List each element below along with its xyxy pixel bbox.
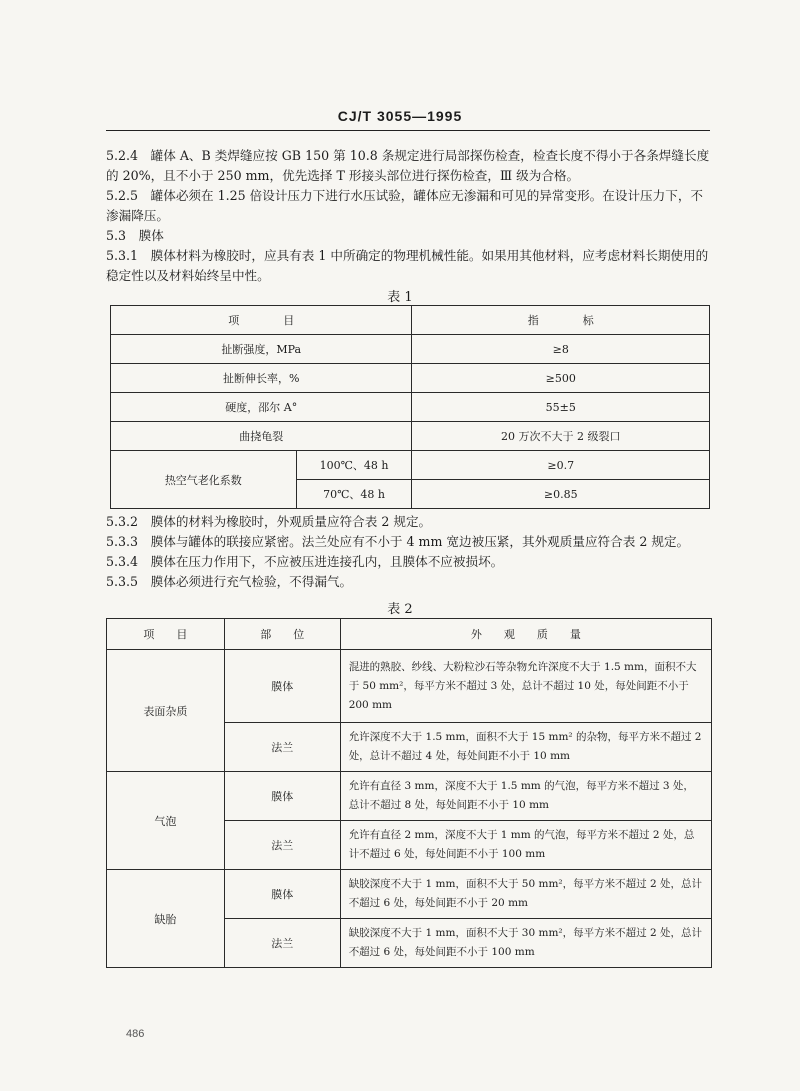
table1-header-row (111, 306, 710, 335)
table1-physical-properties (110, 305, 710, 509)
table2-appearance-quality (106, 618, 712, 968)
table2-description: 允许有直径 3 mm，深度不大于 1.5 mm 的气泡，每平方米不超过 3 处，总计不超过 8 处，每处间距不小于 10 mm (340, 772, 711, 821)
table-row (111, 364, 710, 393)
table2-header-row (107, 619, 712, 650)
table2-item: 表面杂质 (107, 650, 225, 772)
table1-value: 55±5 (412, 393, 710, 422)
table-row (111, 393, 710, 422)
table-row (111, 422, 710, 451)
table1-caption: 表 1 (387, 290, 413, 305)
table2-item: 缺胎 (107, 870, 225, 968)
table-row (111, 335, 710, 364)
table-row (107, 772, 712, 821)
table2-part: 法兰 (224, 723, 340, 772)
table2-description: 允许有直径 2 mm，深度不大于 1 mm 的气泡，每平方米不超过 2 处，总计不超过 6 处，每处间距不小于 100 mm (340, 821, 711, 870)
table2-part: 膜体 (224, 772, 340, 821)
table1-aging-label: 热空气老化系数 (111, 451, 297, 509)
table1-value: ≥8 (412, 335, 710, 364)
table2-part: 膜体 (224, 870, 340, 919)
clause-5-2-4: 5.2.4 罐体 A、B 类焊缝应按 GB 150 第 10.8 条规定进行局部探伤检查，检查长度不得小于各条焊缝长度的 20%，且不小于 250 mm，优先选择 T 形接头部位进行探伤检查，Ⅲ 级为合格。 (106, 148, 710, 183)
table1-value: ≥0.85 (412, 480, 710, 509)
table1-header-value: 指 标 (412, 306, 710, 335)
clause-5-3-1: 5.3.1 膜体材料为橡胶时，应具有表 1 中所确定的物理机械性能。如果用其他材料，应考虑材料长期使用的稳定性以及材料始终呈中性。 (106, 248, 709, 283)
table2-item: 气泡 (107, 772, 225, 870)
table2-header-part: 部 位 (224, 619, 340, 650)
table-row (107, 650, 712, 723)
table2-part: 膜体 (224, 650, 340, 723)
table2-description: 允许深度不大于 1.5 mm，面积不大于 15 mm² 的杂物，每平方米不超过 2 处，总计不超过 4 处，每处间距不小于 10 mm (340, 723, 711, 772)
standard-number-header: CJ/T 3055—1995 (337, 108, 463, 124)
table1-item: 硬度，邵尔 A° (111, 393, 412, 422)
table1-value: ≥0.7 (412, 451, 710, 480)
table1-aging-condition: 70℃、48 h (296, 480, 412, 509)
page-number: 486 (126, 1028, 145, 1040)
table2-description: 缺胶深度不大于 1 mm，面积不大于 30 mm²，每平方米不超过 2 处，总计不超过 6 处，每处间距不小于 100 mm (340, 919, 711, 968)
table1-item: 曲挠龟裂 (111, 422, 412, 451)
table-row (111, 451, 710, 480)
table-row (107, 870, 712, 919)
clause-5-2-5: 5.2.5 罐体必须在 1.25 倍设计压力下进行水压试验，罐体应无渗漏和可见的异常变形。在设计压力下，不渗漏降压。 (106, 188, 704, 223)
table2-part: 法兰 (224, 919, 340, 968)
clause-5-3-2: 5.3.2 膜体的材料为橡胶时，外观质量应符合表 2 规定。 (106, 514, 432, 529)
table2-caption: 表 2 (387, 602, 413, 617)
table2-description: 缺胶深度不大于 1 mm，面积不大于 50 mm²，每平方米不超过 2 处，总计不超过 6 处，每处间距不小于 20 mm (340, 870, 711, 919)
clause-5-3-5: 5.3.5 膜体必须进行充气检验，不得漏气。 (106, 574, 353, 589)
header-rule (106, 130, 710, 131)
table1-item: 扯断强度，MPa (111, 335, 412, 364)
clause-5-3-3: 5.3.3 膜体与罐体的联接应紧密。法兰处应有不小于 4 mm 宽边被压紧，其外观质量应符合表 2 规定。 (106, 534, 690, 549)
clause-5-3: 5.3 膜体 (106, 228, 164, 243)
table2-header-quality: 外 观 质 量 (340, 619, 711, 650)
table1-header-item: 项 目 (111, 306, 412, 335)
table1-value: 20 万次不大于 2 级裂口 (412, 422, 710, 451)
table1-item: 扯断伸长率，% (111, 364, 412, 393)
clause-5-3-4: 5.3.4 膜体在压力作用下，不应被压进连接孔内，且膜体不应被损坏。 (106, 554, 504, 569)
table1-value: ≥500 (412, 364, 710, 393)
table2-header-item: 项 目 (107, 619, 225, 650)
table2-part: 法兰 (224, 821, 340, 870)
table2-description: 混进的熟胶、纱线、大粉粒沙石等杂物允许深度不大于 1.5 mm，面积不大于 50 mm²，每平方米不超过 3 处，总计不超过 10 处，每处间距不小于 200 mm (340, 650, 711, 723)
table1-aging-condition: 100℃、48 h (296, 451, 412, 480)
